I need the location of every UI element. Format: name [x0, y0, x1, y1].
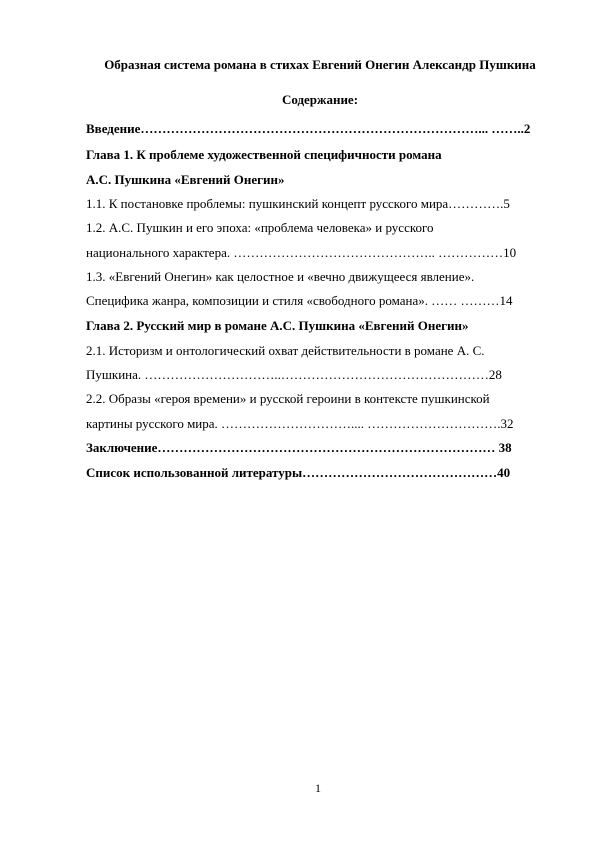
toc-entry-section-2-2: 2.2. Образы «героя времени» и русской героини в контексте пушкинской	[86, 391, 490, 406]
toc-entry-section-1-2-continued: национального характера. ……………………………………….. ……………10	[86, 245, 517, 260]
toc-entry-introduction: Введение……………………………………………………………………... ……..2	[86, 121, 531, 136]
contents-heading: Содержание:	[281, 92, 359, 107]
page-number: 1	[315, 781, 321, 795]
toc-entry-section-2-1: 2.1. Историзм и онтологический охват действительности в романе А. С.	[86, 343, 485, 358]
toc-entry-section-1-2: 1.2. А.С. Пушкин и его эпоха: «проблема человека» и русского	[86, 220, 434, 235]
toc-entry-chapter-1: Глава 1. К проблеме художественной специфичности романа	[86, 147, 442, 162]
document-title: Образная система романа в стихах Евгений Онегин Александр Пушкина	[104, 57, 536, 72]
toc-entry-section-2-1-continued: Пушкина. …………………………..…………………………………………28	[86, 367, 502, 382]
toc-entry-section-2-2-continued: картины русского мира. ………………………….... ………………………….32	[86, 416, 514, 431]
toc-entry-chapter-2: Глава 2. Русский мир в романе А.С. Пушкина «Евгений Онегин»	[86, 318, 469, 333]
toc-entry-conclusion: Заключение…………………………………………………………………… 38	[86, 440, 512, 455]
toc-entry-section-1-3: 1.3. «Евгений Онегин» как целостное и «вечно движущееся явление».	[86, 269, 475, 284]
toc-entry-chapter-1-continued: А.С. Пушкина «Евгений Онегин»	[86, 172, 285, 187]
toc-entry-section-1-1: 1.1. К постановке проблемы: пушкинский концепт русского мира………….5	[86, 196, 510, 211]
toc-entry-section-1-3-continued: Специфика жанра, композиции и стиля «свободного романа». …… ………14	[86, 293, 513, 308]
toc-entry-bibliography: Список использованной литературы………………………………………40	[86, 465, 511, 480]
